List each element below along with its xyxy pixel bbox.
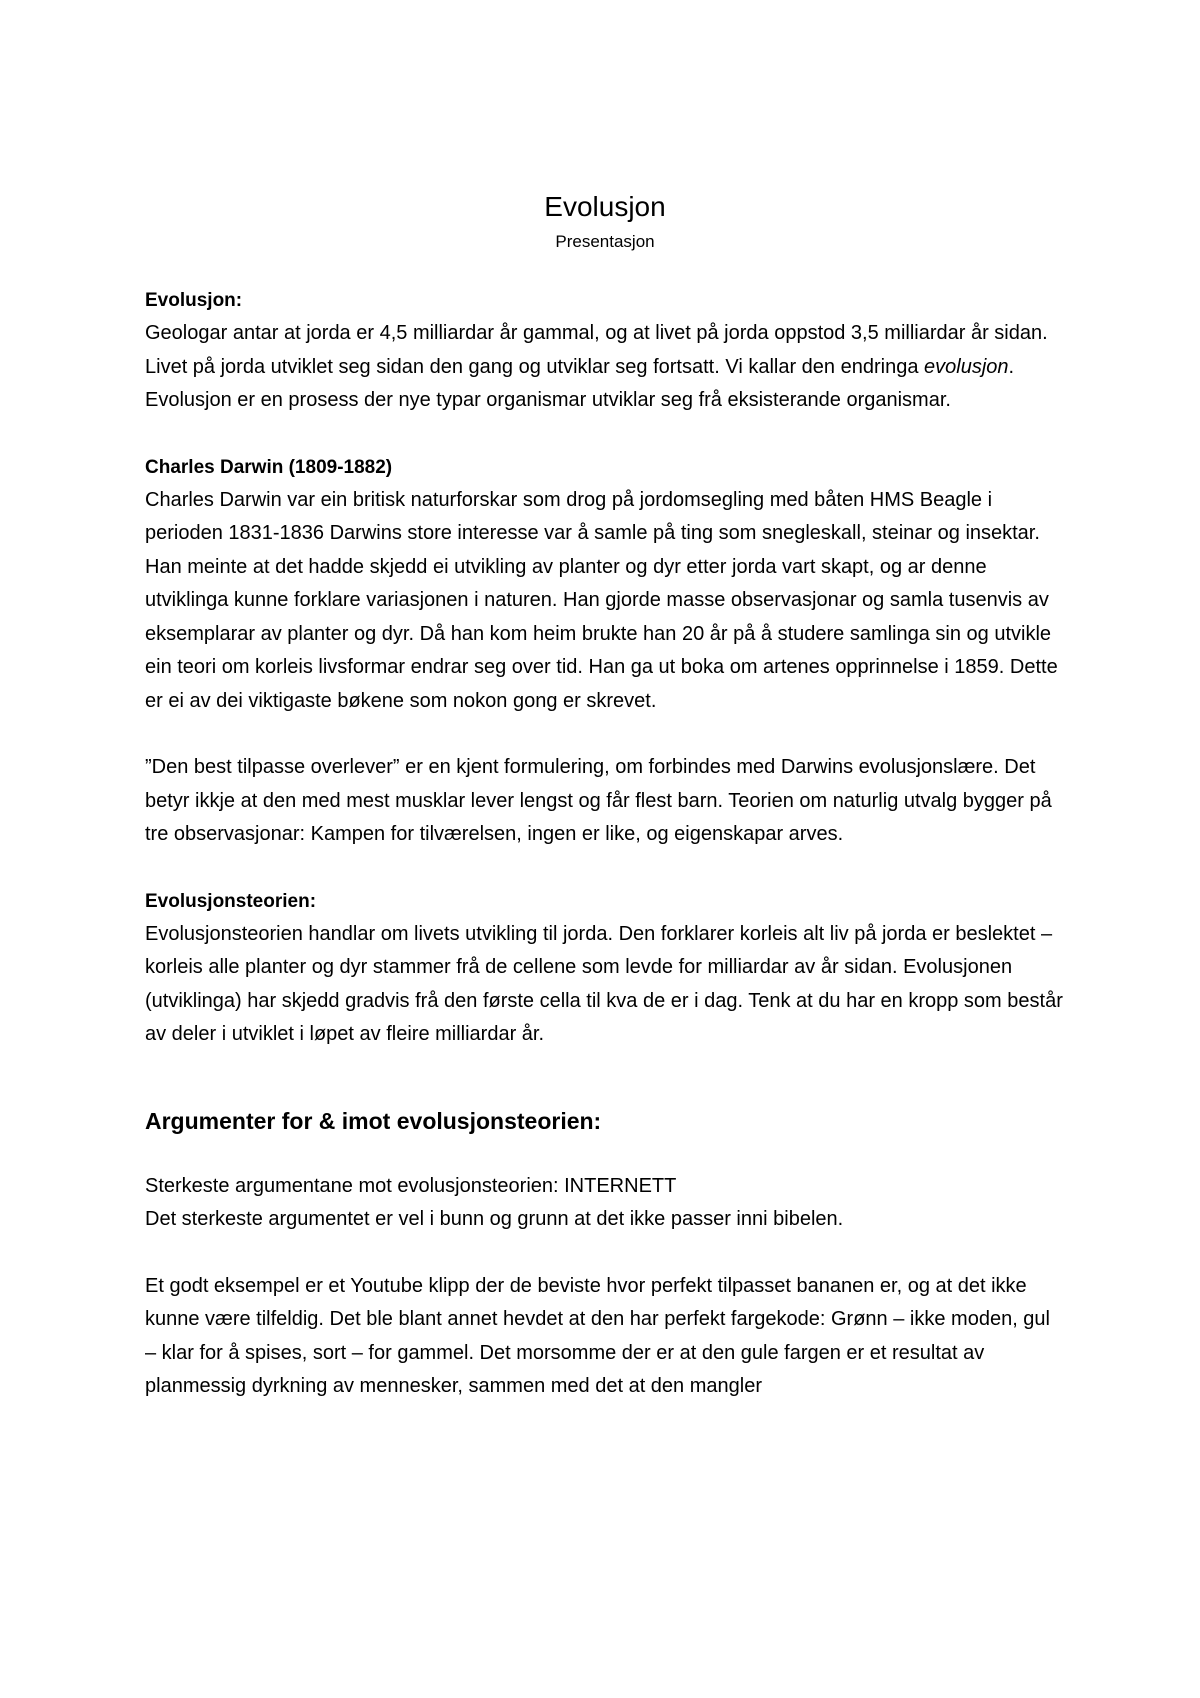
section-heading: Evolusjonsteorien:	[145, 890, 317, 912]
text-span: . Evolusjon er en prosess der nye typar organismar utviklar seg frå eksisterande organismar.	[145, 355, 1015, 411]
paragraph-line: Sterkeste argumentane mot evolusjonsteorien: INTERNETT	[145, 1174, 677, 1197]
paragraph-line: Det sterkeste argumentet er vel i bunn og grunn at det ikke passer inni bibelen.	[145, 1208, 844, 1230]
document-title: Evolusjon	[544, 191, 666, 222]
section-evolusjon	[145, 284, 1065, 418]
paragraph-example: Et godt eksempel er et Youtube klipp der de beviste hvor perfekt tilpasset bananen er, og at det ikke kunne være tilfeldig. Det ble blant annet hevdet at den har perfekt fargekode: Grønn – ikke moden, gul – klar for å spises, sort – for gammel. Det morsomme der er at den gule fargen er et resultat av planmessig dyrkning av mennesker, sammen med det at den mangler	[145, 1274, 1050, 1397]
paragraph-quote: ”Den best tilpasse overlever” er en kjent formulering, om forbindes med Darwins evolusjonslære. Det betyr ikkje at den med mest musklar lever lengst og får flest barn. Teorien om naturlig utvalg bygger på tre observasjonar: Kampen for tilværelsen, ingen er like, og eigenskapar arves.	[145, 756, 1052, 845]
section-heading-large: Argumenter for & imot evolusjonsteorien:	[145, 1107, 602, 1134]
section-theory	[145, 885, 1065, 1052]
section-arguments	[145, 1104, 1065, 1404]
document-content	[145, 190, 1065, 1404]
section-darwin	[145, 451, 1065, 852]
emphasis-term: evolusjon	[924, 355, 1009, 378]
text-span: Geologar antar at jorda er 4,5 milliardar år gammal, og at livet på jorda oppstod 3,5 milliardar år sidan. Livet på jorda utviklet seg sidan den gang og utviklar seg fortsatt. Vi kallar den endringa	[145, 322, 1048, 378]
document-subtitle: Presentasjon	[555, 232, 655, 251]
paragraph-darwin: Charles Darwin var ein britisk naturforskar som drog på jordomsegling med båten HMS Beagle i perioden 1831-1836 Darwins store interesse var å samle på ting som snegleskall, steinar og insektar. Han meinte at det hadde skjedd ei utvikling av planter og dyr etter jorda vart skapt, og ar denne utviklinga kunne forklare variasjonen i naturen. Han gjorde masse observasjonar og samla tusenvis av eksemplarar av planter og dyr. Då han kom heim brukte han 20 år på å studere samlinga sin og utvikle ein teori om korleis livsformar endrar seg over tid. Han ga ut boka om artenes opprinnelse i 1859. Dette er ei av dei viktigaste bøkene som nokon gong er skrevet.	[145, 488, 1058, 712]
paragraph-theory: Evolusjonsteorien handlar om livets utvikling til jorda. Den forklarer korleis alt liv på jorda er beslektet – korleis alle planter og dyr stammer frå de cellene som levde for milliardar av år sidan. Evolusjonen (utviklinga) har skjedd gradvis frå den første cella til kva de er i dag. Tenk at du har en kropp som består av deler i utviklet i løpet av fleire milliardar år.	[145, 922, 1063, 1045]
section-heading: Evolusjon:	[145, 290, 243, 311]
section-heading: Charles Darwin (1809-1882)	[145, 456, 393, 478]
paragraph-evolusjon	[145, 317, 1065, 418]
